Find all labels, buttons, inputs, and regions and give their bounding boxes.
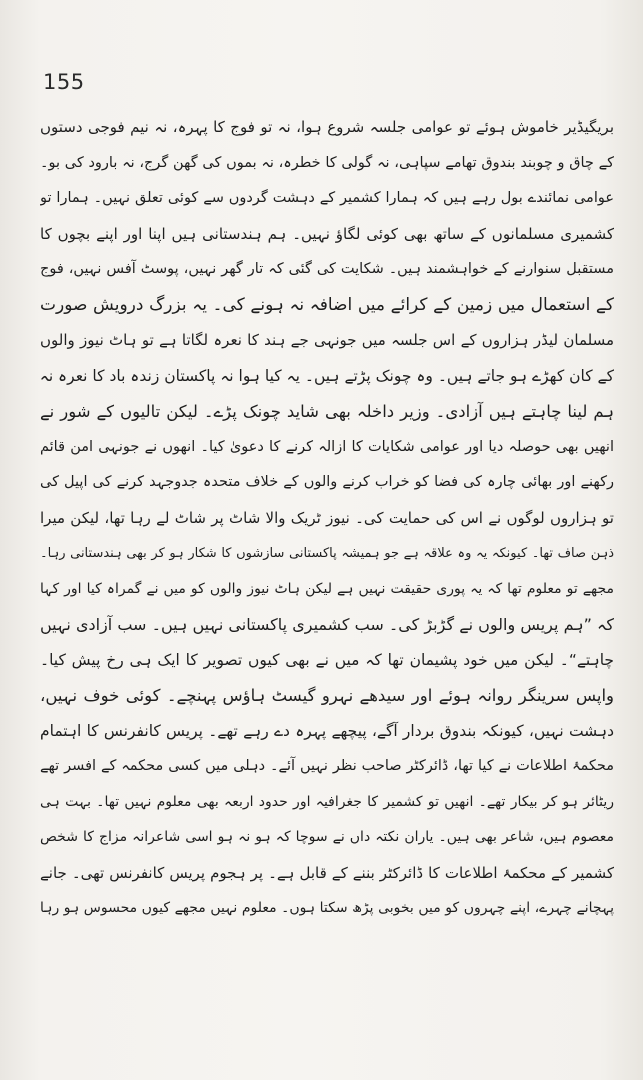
text-line: انھیں بھی حوصلہ دیا اور عوامی شکایات کا ازالہ کرنے کا دعویٰ کیا۔ انھوں نے جونہی امن قائم	[40, 438, 614, 455]
text-line: ریٹائر ہو کر بیکار تھے۔ انھیں تو کشمیر کا جغرافیہ اور حدود اربعہ بھی معلوم نہیں تھا۔ بہت ہی	[40, 793, 614, 810]
text-line: کشمیر کے محکمۂ اطلاعات کا ڈائرکٹر بننے کے قابل ہے۔ پر ہجوم پریس کانفرنس تھی۔ جانے	[40, 863, 614, 882]
text-line: کے کان کھڑے ہو جاتے ہیں۔ وہ چونک پڑتے ہیں۔ یہ کیا ہوا نہ پاکستان زندہ باد کا نعرہ نہ	[40, 366, 614, 385]
text-line: مستقبل سنوارنے کے خواہشمند ہیں۔ شکایت کی گئی کہ تار گھر نہیں، پوسٹ آفس نہیں، فوج	[40, 261, 614, 277]
text-line: تو ہزاروں لوگوں نے اس کی حمایت کی۔ نیوز ٹریک والا شاٹ پر شاٹ لے رہا تھا، لیکن میرا	[40, 508, 614, 527]
text-line: ہم لینا چاہتے ہیں آزادی۔ وزیر داخلہ بھی شاید چونک پڑے۔ لیکن تالیوں کے شور نے	[40, 402, 614, 421]
text-line: دہشت نہیں، کیونکہ بندوق بردار آگے، پیچھے پہرہ دے رہے تھے۔ پریس کانفرنس کا اہتمام	[40, 721, 614, 740]
text-line: کے چاق و چوبند بندوق تھامے سپاہی، نہ گولی کا خطرہ، نہ بموں کی گھن گرج، نہ بارود کی بو۔	[40, 154, 614, 171]
text-line: ذہن صاف تھا۔ کیونکہ یہ وہ علاقہ ہے جو ہمیشہ پاکستانی سازشوں کا شکار ہو کر بھی ہندستانی رہا۔	[40, 546, 614, 561]
text-line: معصوم ہیں، شاعر بھی ہیں۔ یاران نکتہ داں نے سوچا کہ ہو نہ ہو اسی شاعرانہ مزاج کا شخص	[40, 829, 614, 845]
text-line: واپس سرینگر روانہ ہوئے اور سیدھے نہرو گیسٹ ہاؤس پہنچے۔ کوئی خوف نہیں،	[40, 686, 614, 705]
text-line: پہچانے چہرے، اپنے چہروں کو میں بخوبی پڑھ سکتا ہوں۔ معلوم نہیں مجھے کیوں محسوس ہو رہا	[40, 900, 614, 916]
text-line: بریگیڈیر خاموش ہوئے تو عوامی جلسہ شروع ہوا، نہ تو فوج کا پہرہ، نہ نیم فوجی دستوں	[40, 118, 614, 136]
text-line: چاہتے“۔ لیکن میں خود پشیمان تھا کہ میں نے بھی کیوں تصویر کا ایک ہی رخ پیش کیا۔	[40, 650, 614, 669]
text-line: مجھے تو معلوم تھا کہ یہ پوری حقیقت نہیں ہے لیکن ہاٹ نیوز والوں کو میں نے گمراہ کیا اور کہا	[40, 580, 614, 597]
text-line: کہ ”ہم پریس والوں نے گڑبڑ کی۔ سب کشمیری پاکستانی نہیں ہیں۔ سب آزادی نہیں	[40, 615, 614, 634]
page-number: 155	[43, 70, 85, 94]
text-line: کے استعمال میں زمین کے کرائے میں اضافہ نہ ہونے کی۔ یہ بزرگ درویش صورت	[40, 294, 614, 315]
text-line: مسلمان لیڈر ہزاروں کے اس جلسہ میں جونہی جے ہند کا نعرہ لگاتا ہے تو ہاٹ نیوز والوں	[40, 331, 614, 349]
text-line: کشمیری مسلمانوں کے ساتھ بھی کوئی لگاؤ نہیں۔ ہم ہندستانی ہیں اپنا اور اپنے بچوں کا	[40, 224, 614, 243]
text-line: رکھنے اور بھائی چارہ کی فضا کو خراب کرنے والوں کے خلاف متحدہ جدوجہد کرنے کی اپیل کی	[40, 474, 614, 490]
urdu-text-block	[40, 110, 614, 927]
text-line: عوامی نمائندے بول رہے ہیں کہ ہمارا کشمیر کے دہشت گردوں سے کوئی تعلق نہیں۔ ہمارا تو	[40, 190, 614, 206]
text-line: محکمۂ اطلاعات نے کیا تھا، ڈائرکٹر صاحب نظر نہیں آئے۔ دہلی میں کسی محکمہ کے افسر تھے	[40, 758, 614, 774]
